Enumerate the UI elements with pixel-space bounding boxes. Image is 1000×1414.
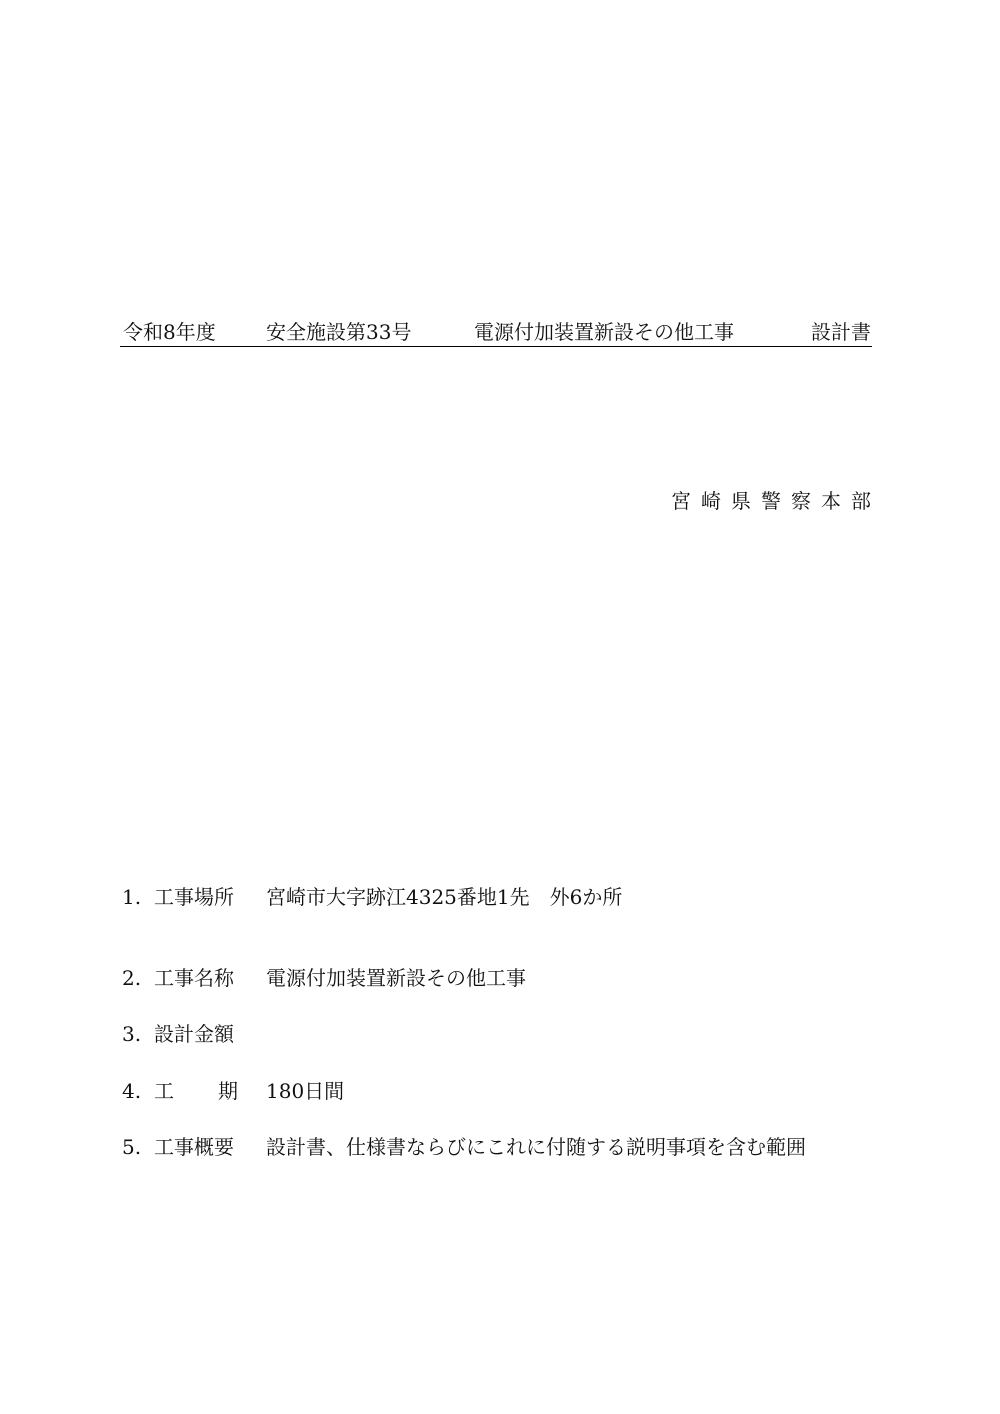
item-number: 3. [122, 1022, 142, 1046]
document-title [120, 318, 872, 347]
document-type: 設計書 [811, 320, 871, 344]
fiscal-year: 令和8年度 [123, 320, 216, 344]
item-label: 工事場所 [154, 885, 234, 909]
item-label [154, 1077, 238, 1105]
item-label: 設計金額 [154, 1022, 234, 1046]
item-value: 設計書、仕様書ならびにこれに付随する説明事項を含む範囲 [266, 1135, 806, 1159]
item-label-part: 工 [154, 1079, 174, 1103]
item-label: 工事概要 [154, 1135, 234, 1159]
item-number: 5. [122, 1135, 142, 1159]
item-label-part: 期 [218, 1079, 238, 1103]
project-number: 安全施設第33号 [266, 320, 412, 344]
item-value: 宮崎市大字跡江4325番地1先 外6か所 [266, 885, 623, 909]
item-number: 2. [122, 966, 142, 990]
item-number: 1. [122, 885, 142, 909]
organization-name: 宮崎県警察本部 [671, 489, 881, 513]
item-label: 工事名称 [154, 966, 234, 990]
item-number: 4. [122, 1079, 142, 1103]
item-value: 電源付加装置新設その他工事 [266, 966, 526, 990]
project-name: 電源付加装置新設その他工事 [474, 320, 734, 344]
item-value: 180日間 [266, 1079, 345, 1103]
